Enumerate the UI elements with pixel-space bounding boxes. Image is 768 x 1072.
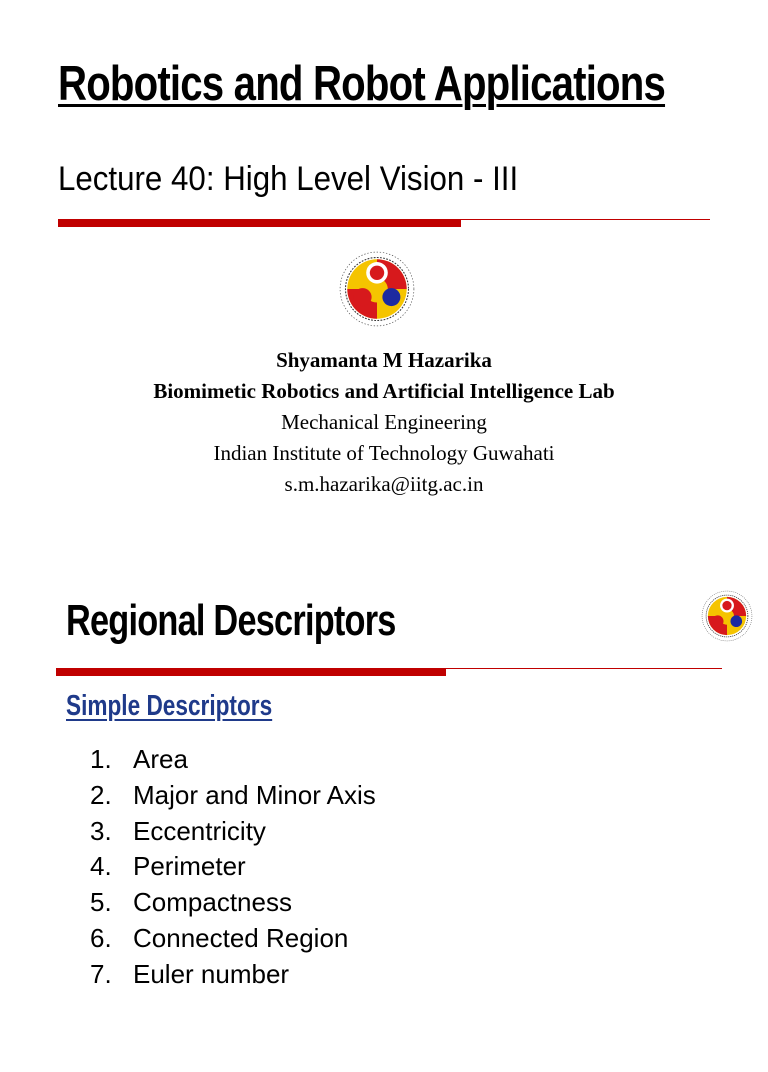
- descriptor-list: [90, 742, 376, 993]
- iitg-emblem-icon: [332, 248, 422, 330]
- author-lab: Biomimetic Robotics and Artificial Intelligence Lab: [153, 379, 615, 403]
- slide-title: [0, 0, 768, 512]
- slide-title-regional-descriptors: Regional Descriptors: [66, 596, 396, 645]
- list-item: 2. Major and Minor Axis: [90, 779, 376, 810]
- course-title: Robotics and Robot Applications: [58, 57, 666, 111]
- list-item: 5. Compactness: [90, 887, 292, 918]
- section-heading-simple-descriptors[interactable]: Simple Descriptors: [66, 690, 273, 722]
- title-divider-thick: [58, 219, 461, 227]
- author-institute: Indian Institute of Technology Guwahati: [213, 441, 555, 465]
- iitg-emblem-icon: [698, 586, 756, 646]
- list-item: 6. Connected Region: [90, 922, 349, 953]
- list-item: 3. Eccentricity: [90, 815, 266, 846]
- author-name: Shyamanta M Hazarika: [276, 348, 492, 372]
- title-divider-thick: [56, 668, 446, 676]
- title-divider-thin: [446, 668, 722, 669]
- author-department: Mechanical Engineering: [281, 410, 487, 434]
- lecture-subtitle: Lecture 40: High Level Vision - III: [58, 160, 519, 198]
- list-item: 7. Euler number: [90, 958, 290, 989]
- list-item: 4. Perimeter: [90, 851, 246, 882]
- list-item: 1. Area: [90, 744, 188, 774]
- author-email: s.m.hazarika@iitg.ac.in: [284, 472, 484, 496]
- author-block: [0, 345, 768, 500]
- title-divider-thin: [461, 219, 710, 220]
